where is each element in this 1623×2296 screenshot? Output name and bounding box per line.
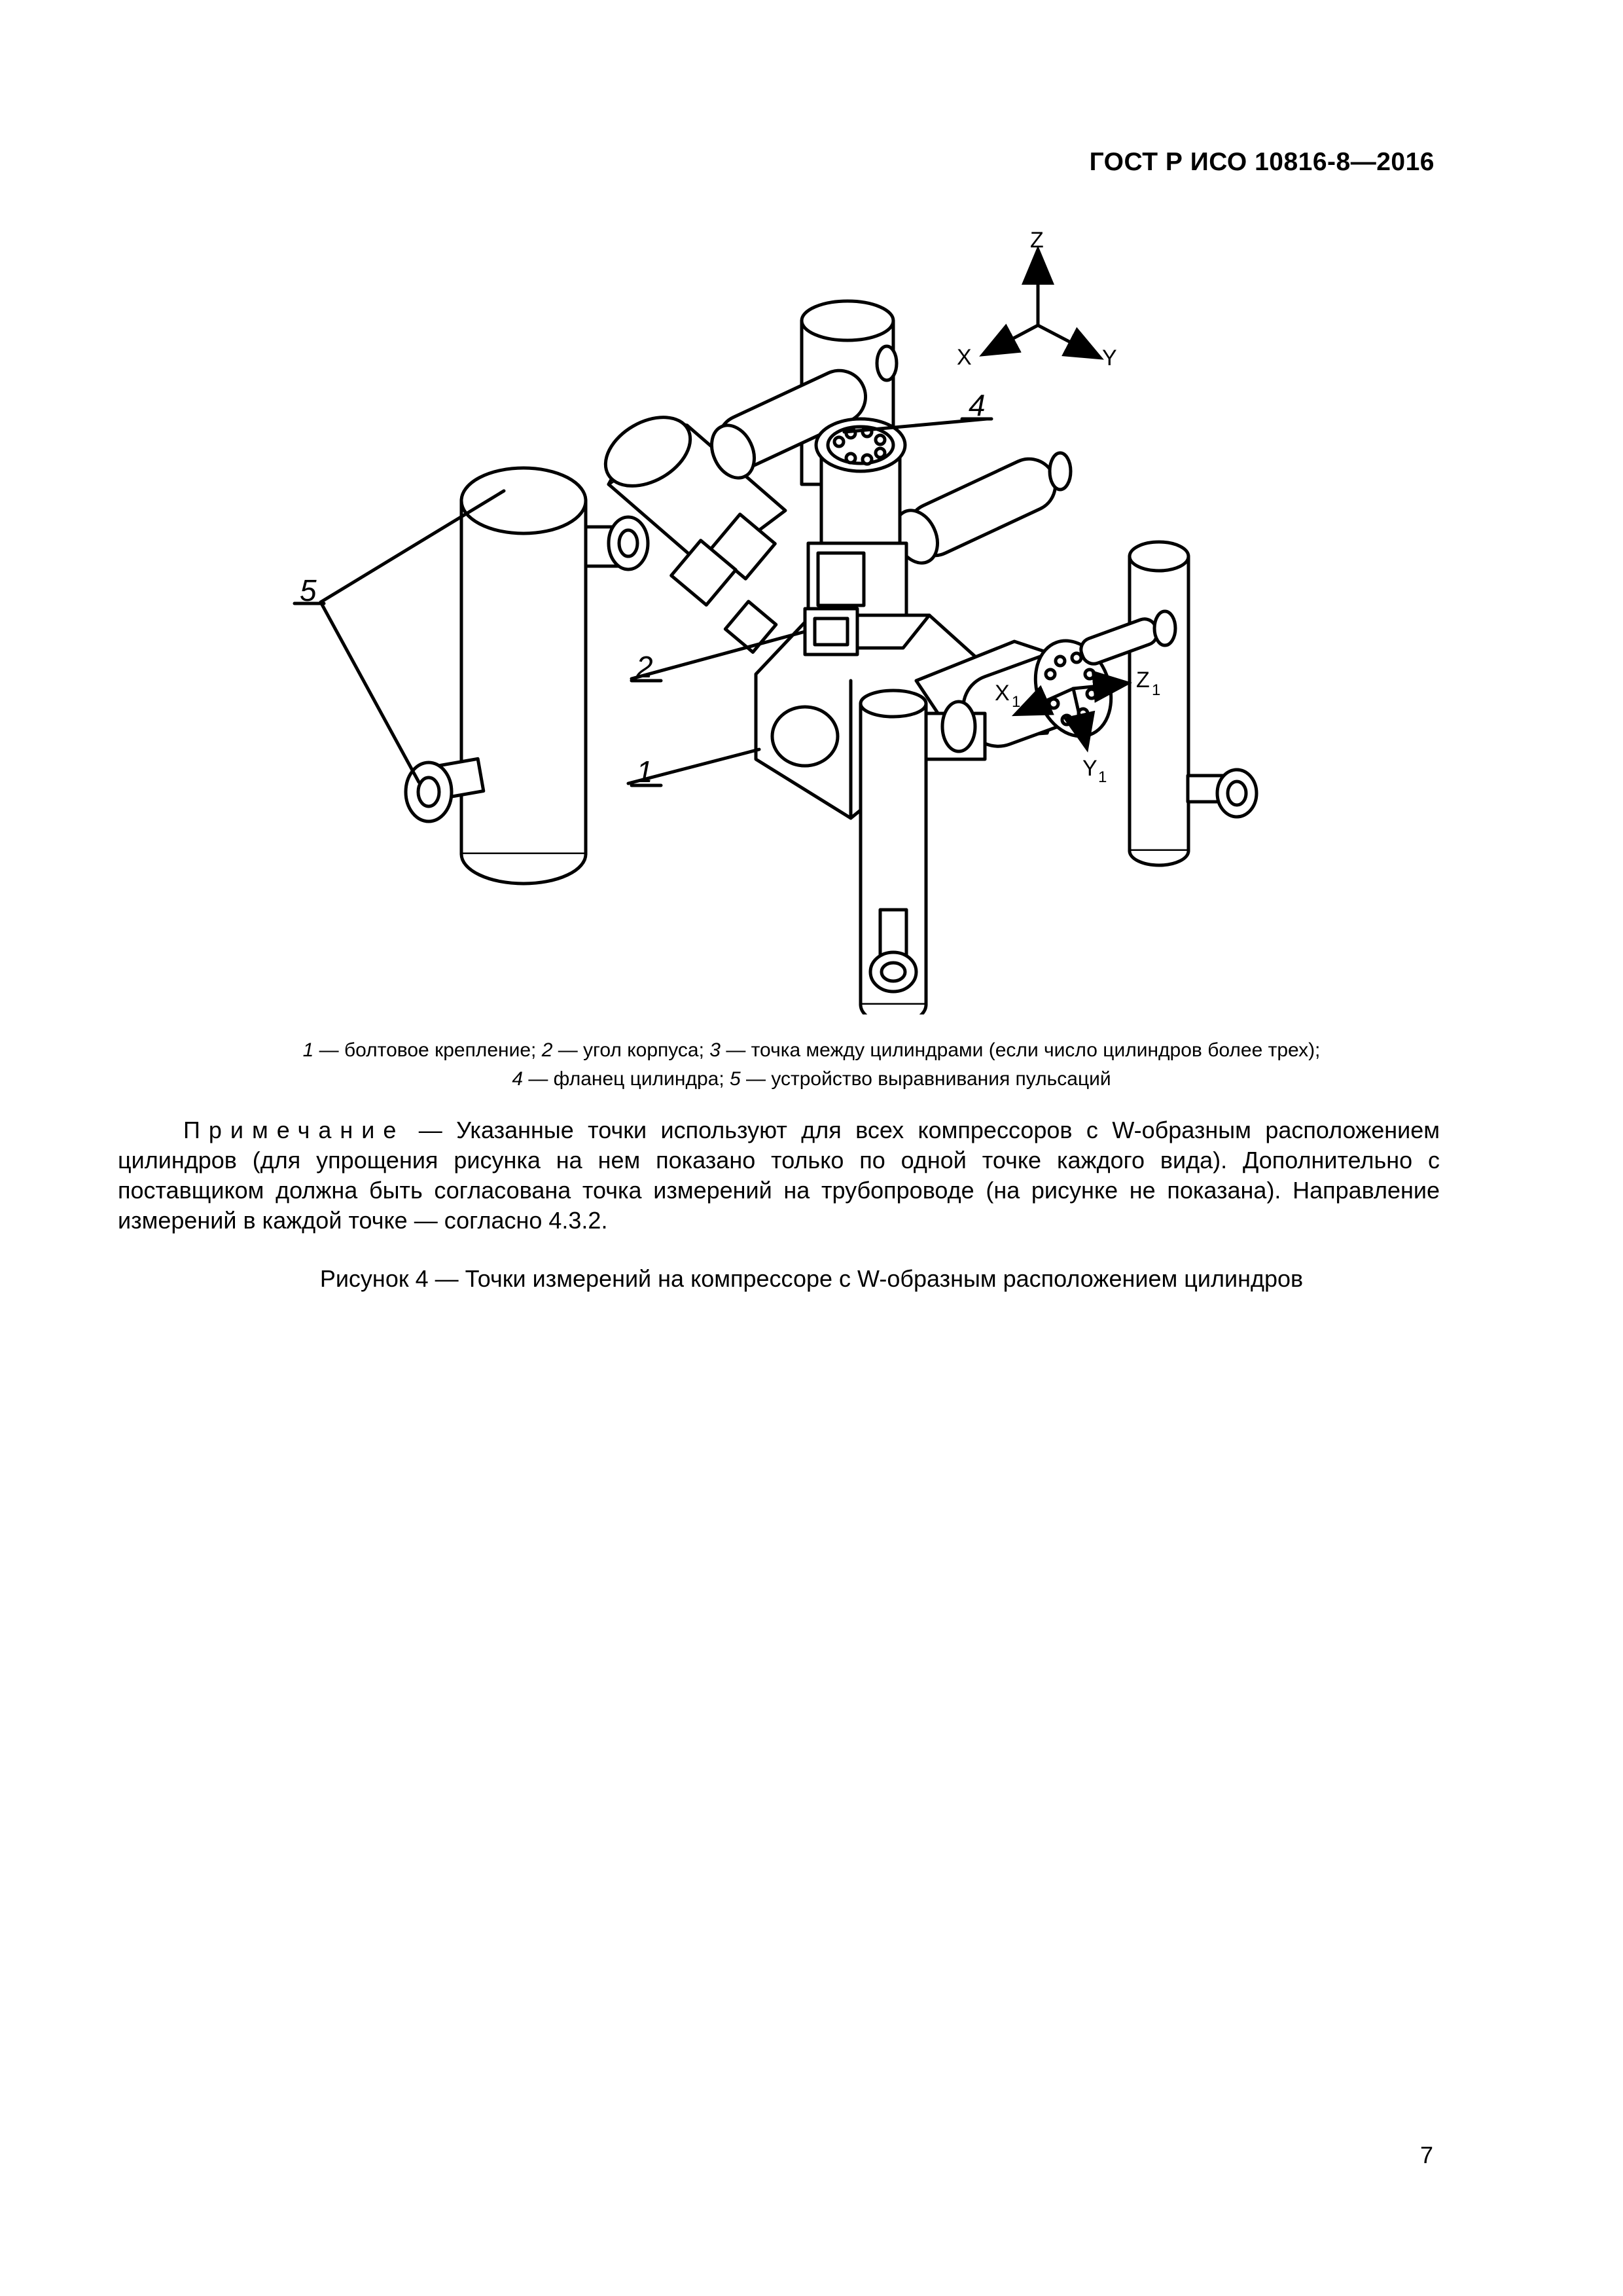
note-paragraph xyxy=(118,1115,1440,1236)
legend-text: — болтовое крепление; xyxy=(313,1039,542,1061)
callout-2: 2 xyxy=(636,650,653,684)
legend-text: — точка между цилиндрами (если число цилиндров более трех); xyxy=(720,1039,1321,1061)
legend-text: — угол корпуса; xyxy=(552,1039,710,1061)
legend-num: 2 xyxy=(541,1039,553,1061)
note-lead: Примечание xyxy=(183,1117,405,1143)
callout-5: 5 xyxy=(300,573,317,607)
legend-num: 3 xyxy=(709,1039,721,1061)
standard-header: ГОСТ Р ИСО 10816-8—2016 xyxy=(1089,148,1435,176)
axis-label-x: X xyxy=(957,345,972,370)
right-vessel xyxy=(1130,542,1257,865)
axis-label-y: Y xyxy=(1102,346,1117,370)
legend-line-1 xyxy=(0,1036,1623,1065)
note-text: — Указанные точки используют для всех компрессоров с W-образным расположением цилиндров (для упрощения рисунка на нем показано только по одной точке каждого вида). Дополнительно с поставщиком должна быть согласована точка измерений на трубопроводе (на рисунке не показана). Направление измерений в каждой точке — согласно 4.3.2. xyxy=(118,1117,1440,1234)
legend-text: — фланец цилиндра; xyxy=(523,1068,730,1090)
front-pipe xyxy=(861,691,985,1014)
legend-text: — устройство выравнивания пульсаций xyxy=(740,1068,1111,1090)
figure-legend xyxy=(0,1036,1623,1094)
local-axis-sub-x: 1 xyxy=(1012,693,1021,711)
compressor-drawing xyxy=(0,216,1623,1014)
legend-num: 4 xyxy=(512,1068,524,1090)
compressor-figure xyxy=(0,216,1623,1014)
axis-triad xyxy=(985,252,1098,357)
callout-4: 4 xyxy=(969,388,986,422)
local-axis-sub-y: 1 xyxy=(1098,768,1107,786)
figure-caption: Рисунок 4 — Точки измерений на компрессоре с W-образным расположением цилиндров xyxy=(319,1265,1304,1292)
local-axis-label-y: Y xyxy=(1082,756,1097,781)
axis-label-z: Z xyxy=(1030,228,1044,253)
local-axis-sub-z: 1 xyxy=(1152,681,1161,699)
local-axis-label-z: Z xyxy=(1136,668,1150,692)
page-number: 7 xyxy=(1419,2142,1433,2168)
legend-num: 1 xyxy=(302,1039,314,1061)
local-axis-label-x: X xyxy=(995,681,1010,706)
legend-num: 5 xyxy=(729,1068,741,1090)
left-connection-pipe xyxy=(582,517,648,569)
callout-1: 1 xyxy=(636,755,653,789)
legend-line-2 xyxy=(0,1065,1623,1094)
vertical-cylinder xyxy=(808,419,906,615)
left-vessel xyxy=(406,468,586,884)
